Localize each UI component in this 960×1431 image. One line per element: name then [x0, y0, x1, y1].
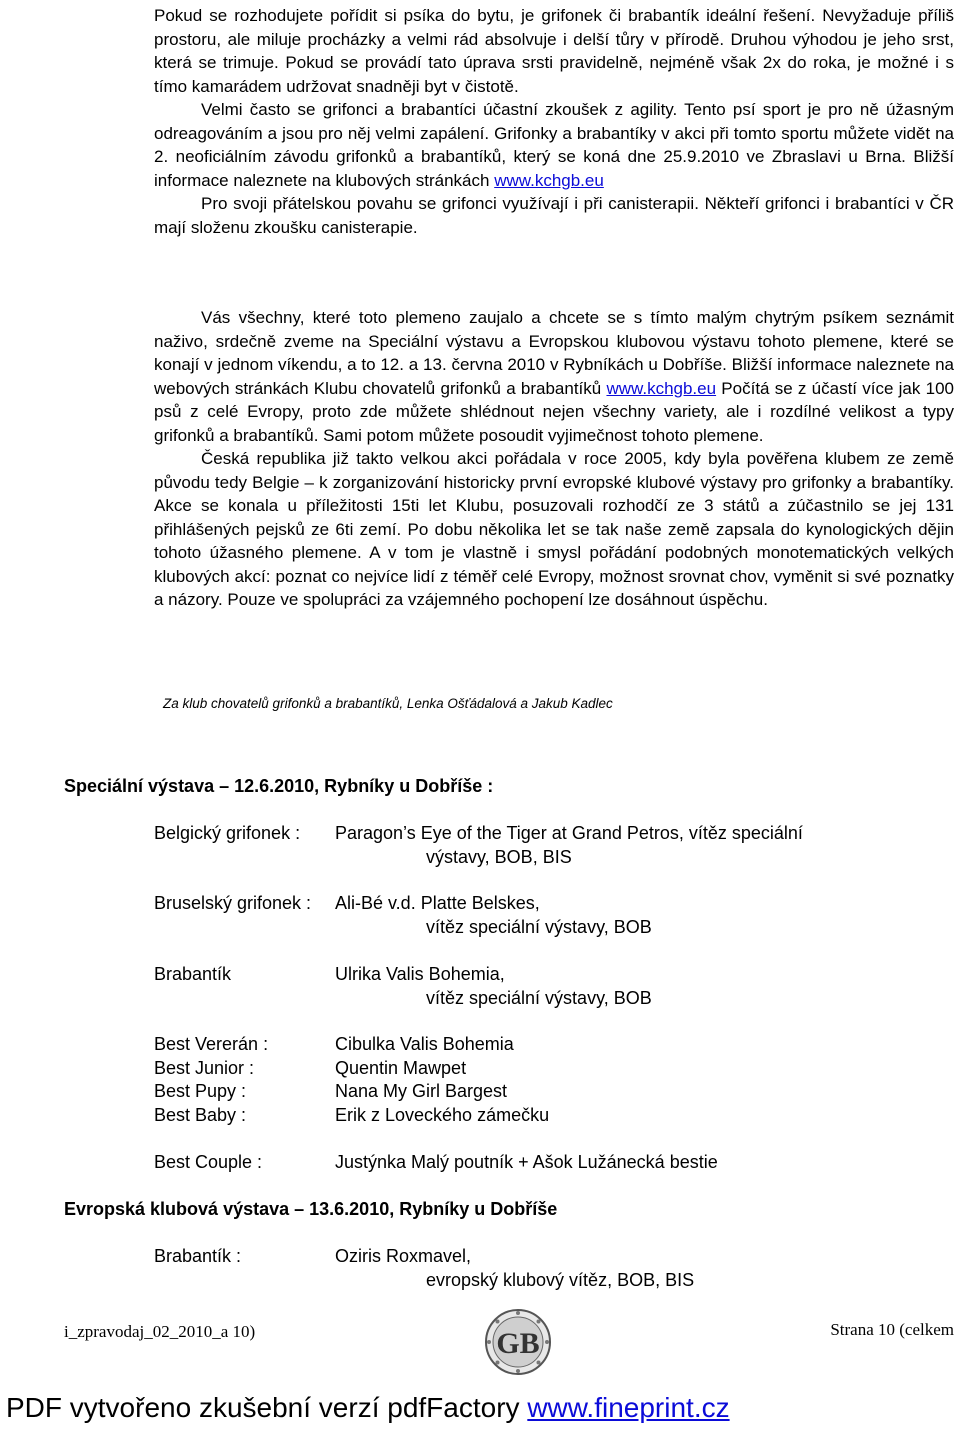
special-show-title: Speciální výstava – 12.6.2010, Rybníky u Dobříše :: [64, 776, 494, 796]
result-value-brabantik-2: vítěz speciální výstavy, BOB: [426, 988, 652, 1008]
signature: Za klub chovatelů grifonků a brabantíků, Lenka Ošťádalová a Jakub Kadlec: [163, 696, 613, 711]
result-label-belgicky: Belgický grifonek :: [154, 823, 301, 843]
footer-page-number: Strana 10 (celkem: [830, 1320, 954, 1339]
result-label-junior: Best Junior :: [154, 1058, 255, 1078]
result-label-puppy: Best Pupy :: [154, 1081, 247, 1101]
club-logo-icon: [484, 1308, 552, 1376]
pdf-banner-text: PDF vytvořeno zkušební verzí pdfFactory: [6, 1392, 528, 1423]
article-body: [154, 4, 954, 239]
kchgb-link-2[interactable]: www.kchgb.eu: [606, 378, 717, 398]
result-value-belgicky-2: výstavy, BOB, BIS: [426, 847, 572, 867]
paragraph-invitation: [154, 306, 954, 447]
paragraph-history: Česká republika již takto velkou akci pořádala v roce 2005, kdy byla pověřena klubem ze země původu tedy Belgie – k zorganizování historicky první evropské klubové výstavy pro grifonky a brabantíky. Akce se konala u příležitosti 15ti let Klubu, posuzovali rozhodčí ze 3 států a zúčastnilo se jej 131 přihlášených pejsků ze 6ti zemí. Po dobu několika let se tak naše země zapsala do kynologických dějin tohoto úžasného plemene. A v tom je vlastně i smysl pořádání podobných monotematických velkých klubových akcí: poznat co nejvíce lidí z téměř celé Evropy, možnost srovnat chov, vyměnit si své poznatky a názory. Pouze ve spolupráci za vzájemného pochopení lze dosáhnout úspěchu.: [154, 449, 954, 609]
club-logo-text: GB: [496, 1327, 540, 1360]
result-label-veteran: Best Vererán :: [154, 1034, 269, 1054]
result-value-baby: Erik z Loveckého zámečku: [335, 1105, 550, 1125]
pdf-factory-banner: [6, 1392, 730, 1424]
result-label-brabantik: Brabantík: [154, 964, 232, 984]
paragraph-intro: Pokud se rozhodujete pořídit si psíka do bytu, je grifonek či brabantík ideální řešení. Nevyžaduje příliš prostoru, ale miluje procházky a velmi rád absolvuje i delší tůry v přírodě. Druhou výhodou je jeho srst, která se trimuje. Pokud se provádí tato úprava srsti pravidelně, nejméně však 2x do roka, je možné i s tímo kamarádem udržovat snadněji byt v čistotě.: [154, 6, 954, 96]
result-value-veteran: Cibulka Valis Bohemia: [335, 1034, 514, 1054]
result-value-brabantik: Ulrika Valis Bohemia,: [335, 964, 505, 984]
euro-label-brabantik: Brabantík :: [154, 1246, 242, 1266]
result-value-couple: Justýnka Malý poutník + Ašok Lužánecká bestie: [335, 1152, 718, 1172]
result-label-bruselsky: Bruselský grifonek :: [154, 893, 312, 913]
euro-value-brabantik-2: evropský klubový vítěz, BOB, BIS: [426, 1270, 695, 1290]
result-value-bruselsky-2: vítěz speciální výstavy, BOB: [426, 917, 652, 937]
result-value-junior: Quentin Mawpet: [335, 1058, 467, 1078]
paragraph-invitation-rest: Počítá se z účastí více jak 100 psů z celé Evropy, proto zde můžete shlédnout nejen všechny variety, ale i rozdílné velikost a typy grifonků a brabantíků. Sami potom můžete posoudit vyjimečnost tohoto plemene.: [154, 378, 954, 445]
article-body-2: [154, 306, 954, 612]
paragraph-invitation-text: Vás všechny, které toto plemeno zaujalo a chcete se s tímto malým chytrým psíkem seznámit naživo, srdečně zveme na Speciální výstavu a Evropskou klubovou výstavu tohoto plemene, které se konají v jednom víkendu, a to 12. a 13. června 2010 v Rybníkách u Dobříše. Bližší informace naleznete na webových stránkách Klubu chovatelů grifonků a brabantíků: [154, 308, 954, 398]
result-label-baby: Best Baby :: [154, 1105, 247, 1125]
paragraph-canisterapie: Pro svoji přátelskou povahu se grifonci využívají i při canisterapii. Někteří grifonci i brabantíci v ČR mají složenu zkoušku canisterapie.: [154, 194, 954, 237]
result-value-bruselsky: Ali-Bé v.d. Platte Belskes,: [335, 893, 540, 913]
paragraph-agility: [154, 98, 954, 192]
european-show-title: Evropská klubová výstava – 13.6.2010, Rybníky u Dobříše: [64, 1199, 558, 1219]
fineprint-link[interactable]: www.fineprint.cz: [527, 1392, 730, 1423]
euro-value-brabantik: Oziris Roxmavel,: [335, 1246, 472, 1266]
result-label-couple: Best Couple :: [154, 1152, 263, 1172]
result-value-puppy: Nana My Girl Bargest: [335, 1081, 508, 1101]
result-value-belgicky: Paragon’s Eye of the Tiger at Grand Petros, vítěz speciální: [335, 823, 803, 843]
paragraph-agility-text: Velmi často se grifonci a brabantíci účastní zkoušek z agility. Tento psí sport je pro ně úžasným odreagováním a jsou pro něj velmi zapálení. Grifonky a brabantíky v akci při tomto sportu můžete vidět na 2. neoficiálním závodu grifonků a brabantíků, který se koná dne 25.9.2010 ve Zbraslavi u Brna. Bližší informace naleznete na klubových stránkách: [154, 100, 954, 190]
footer-filename: i_zpravodaj_02_2010_a 10): [64, 1322, 256, 1341]
kchgb-link[interactable]: www.kchgb.eu: [494, 170, 604, 190]
